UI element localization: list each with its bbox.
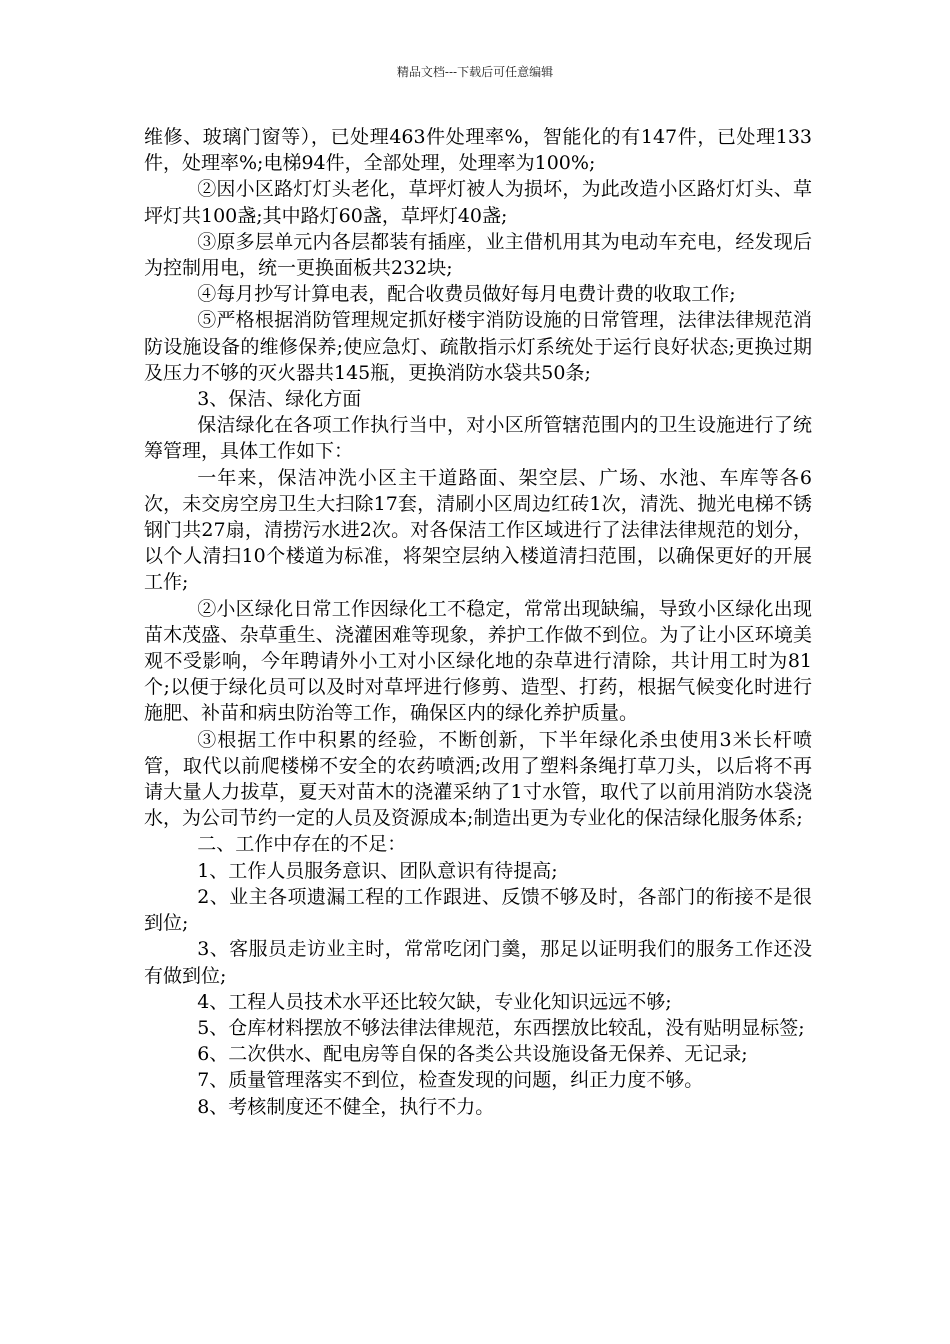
paragraph-fire-safety: ⑤严格根据消防管理规定抓好楼宇消防设施的日常管理，法律法律规范消防设施设备的维修保养;使应急灯、疏散指示灯系统处于运行良好状态;更换过期及压力不够的灭火器共145瓶，更换消防水袋共50条; — [144, 309, 812, 384]
list-item-shortcoming-7: 7、质量管理落实不到位，检查发现的问题，纠正力度不够。 — [197, 1069, 704, 1092]
section-heading-cleaning: 3、保洁、绿化方面 — [197, 388, 362, 411]
section-heading-shortcomings: 二、工作中存在的不足： — [197, 833, 407, 856]
list-item-shortcoming-8: 8、考核制度还不健全，执行不力。 — [197, 1095, 495, 1118]
list-item-shortcoming-2: 2、业主各项遗漏工程的工作跟进、反馈不够及时，各部门的衔接不是很到位; — [144, 885, 812, 935]
paragraph-sockets: ③原多层单元内各层都装有插座，业主借机用其为电动车充电，经发现后为控制用电，统一更换面板共232块; — [144, 230, 812, 280]
document-body — [144, 124, 812, 1120]
paragraph-streetlights: ②因小区路灯灯头老化，草坪灯被人为损坏，为此改造小区路灯灯头、草坪灯共100盏;其中路灯60盏，草坪灯40盏; — [144, 178, 812, 227]
list-item-shortcoming-6: 6、二次供水、配电房等自保的各类公共设施设备无保养、无记录; — [197, 1043, 748, 1066]
paragraph-meter-reading: ④每月抄写计算电表，配合收费员做好每月电费计费的收取工作; — [197, 283, 736, 306]
paragraph-repair-stats: 维修、玻璃门窗等），已处理463件处理率%，智能化的有147件，已处理133件，处理率%;电梯94件，全部处理，处理率为100%; — [144, 126, 812, 175]
list-item-shortcoming-1: 1、工作人员服务意识、团队意识有待提高; — [197, 859, 558, 882]
paragraph-cleaning-intro: 保洁绿化在各项工作执行当中，对小区所管辖范围内的卫生设施进行了统筹管理，具体工作如下： — [144, 414, 812, 463]
paragraph-cleaning-yearly: 一年来，保洁冲洗小区主干道路面、架空层、广场、水池、车库等各6次，未交房空房卫生大扫除17套，清刷小区周边红砖1次，清洗、抛光电梯不锈钢门共27扇，清捞污水进2次。对各保洁工作区域进行了法律法律规范的划分，以个人清扫10个楼道为标准，将架空层纳入楼道清扫范围，以确保更好的开展工作; — [144, 466, 812, 594]
page-header: 精品文档---下载后可任意编辑 — [396, 65, 554, 79]
paragraph-greening-innovation: ③根据工作中积累的经验，不断创新，下半年绿化杀虫使用3米长杆喷管，取代以前爬楼梯不安全的农药喷洒;改用了塑料条绳打草刀头，以后将不再请大量人力拔草，夏天对苗木的浇灌采纳了1寸水管，取代了以前用消防水袋浇水，为公司节约一定的人员及资源成本;制造出更为专业化的保洁绿化服务体系; — [144, 728, 812, 830]
list-item-shortcoming-3: 3、客服员走访业主时，常常吃闭门羹，那足以证明我们的服务工作还没有做到位; — [144, 938, 812, 987]
list-item-shortcoming-4: 4、工程人员技术水平还比较欠缺，专业化知识远远不够; — [197, 990, 672, 1013]
list-item-shortcoming-5: 5、仓库材料摆放不够法律法律规范，东西摆放比较乱，没有贴明显标签; — [197, 1016, 805, 1039]
paragraph-greening-daily: ②小区绿化日常工作因绿化工不稳定，常常出现缺编，导致小区绿化出现苗木茂盛、杂草重生、浇灌困难等现象，养护工作做不到位。为了让小区环境美观不受影响，今年聘请外小工对小区绿化地的杂草进行清除，共计用工时为81个;以便于绿化员可以及时对草坪进行修剪、造型、打药，根据气候变化时进行施肥、补苗和病虫防治等工作，确保区内的绿化养护质量。 — [144, 597, 812, 725]
